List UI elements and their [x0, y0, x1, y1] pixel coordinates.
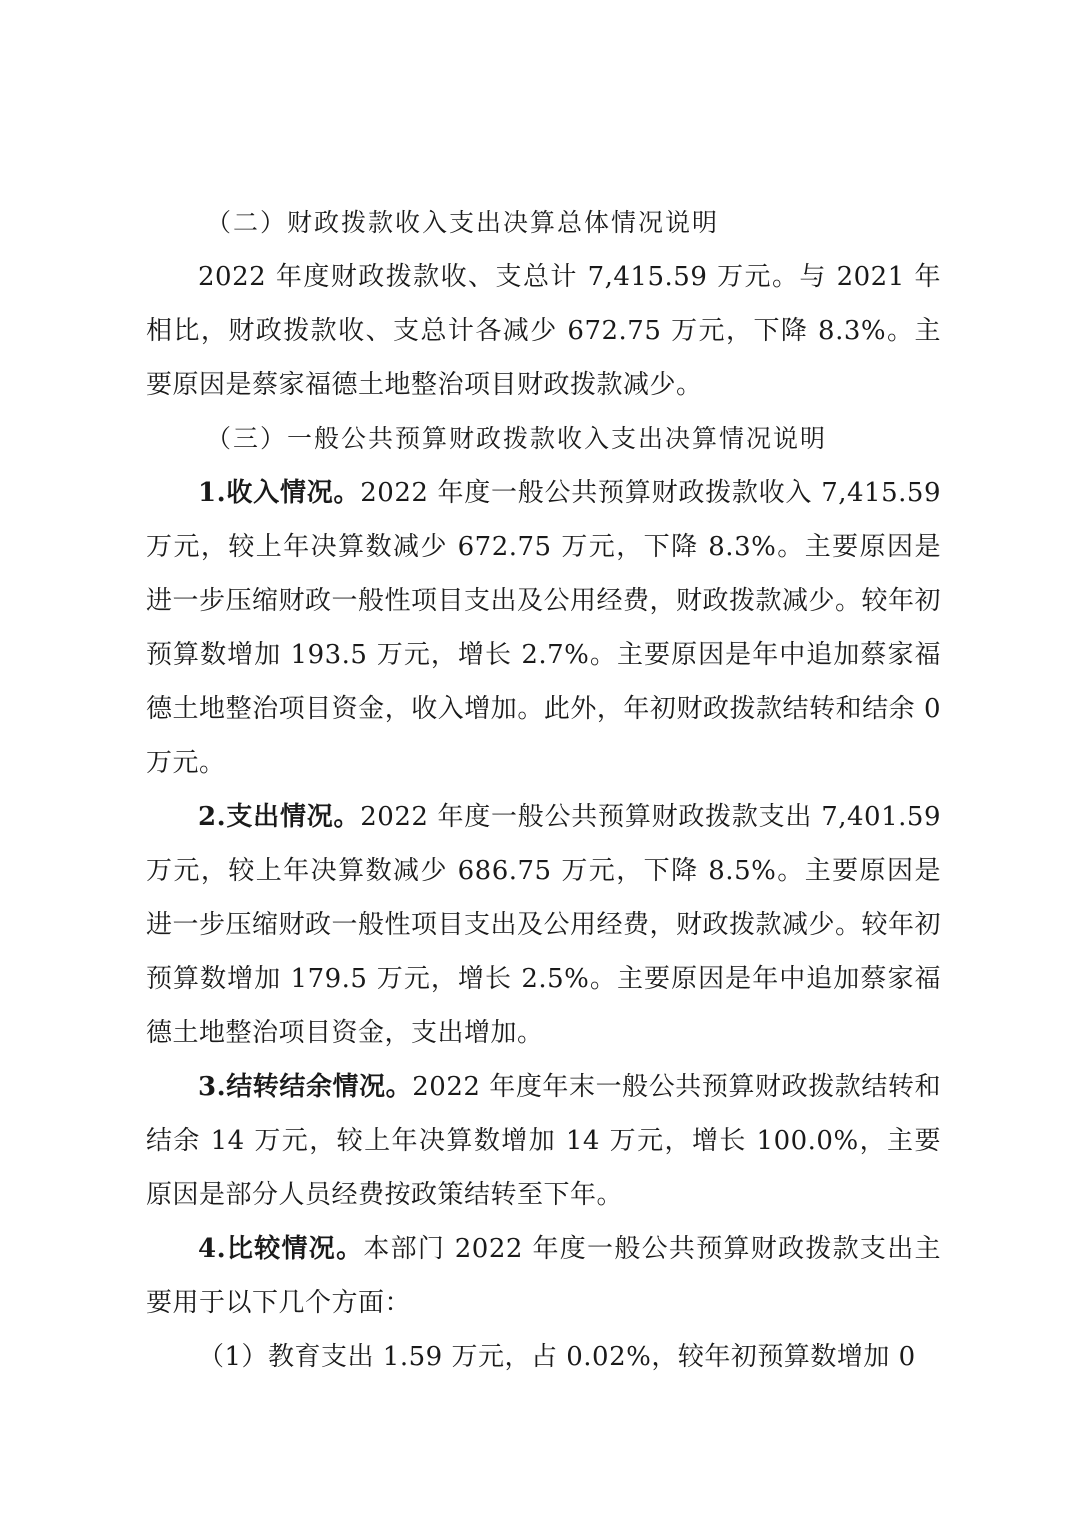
carryover-lead: 3.结转结余情况。 [198, 1072, 413, 1102]
expenditure-text: 2022 年度一般公共预算财政拨款支出 7,401.59 万元，较上年决算数减少 686.75 万元，下降 8.5%。主要原因是进一步压缩财政一般性项目支出及公用经费，财政拨款减少。较年初预算数增加 179.5 万元，增长 2.5%。主要原因是年中追加蔡家福德土地整治项目资金，支出增加。 [146, 802, 942, 1048]
comparison-text: 本部门 2022 年度一般公共预算财政拨款支出主要用于以下几个方面： [146, 1234, 941, 1318]
carryover-text: 2022 年度年末一般公共预算财政拨款结转和结余 14 万元，较上年决算数增加 14 万元，增长 100.0%，主要原因是部分人员经费按政策结转至下年。 [146, 1072, 941, 1210]
section-heading-2: （二）财政拨款收入支出决算总体情况说明 [206, 208, 720, 237]
list-item-education: （1）教育支出 1.59 万元，占 0.02%，较年初预算数增加 0 [198, 1342, 916, 1372]
paragraph-total: 2022 年度财政拨款收、支总计 7,415.59 万元。与 2021 年相比，财政拨款收、支总计各减少 672.75 万元，下降 8.3%。主要原因是蔡家福德土地整治项目财政拨款减少。 [146, 262, 941, 400]
section-heading-3: （三）一般公共预算财政拨款收入支出决算情况说明 [206, 424, 828, 453]
paragraph-carryover [146, 1060, 941, 1222]
paragraph-expenditure [146, 790, 941, 1060]
income-lead: 1.收入情况。 [198, 478, 361, 508]
expenditure-lead: 2.支出情况。 [198, 802, 361, 832]
income-text: 2022 年度一般公共预算财政拨款收入 7,415.59 万元，较上年决算数减少 672.75 万元，下降 8.3%。主要原因是进一步压缩财政一般性项目支出及公用经费，财政拨款减少。较年初预算数增加 193.5 万元，增长 2.7%。主要原因是年中追加蔡家福德土地整治项目资金，收入增加。此外，年初财政拨款结转和结余 0 万元。 [146, 478, 942, 778]
document-page [146, 196, 941, 1384]
comparison-lead: 4.比较情况。 [198, 1234, 364, 1264]
paragraph-income [146, 466, 941, 790]
paragraph-comparison [146, 1222, 941, 1330]
